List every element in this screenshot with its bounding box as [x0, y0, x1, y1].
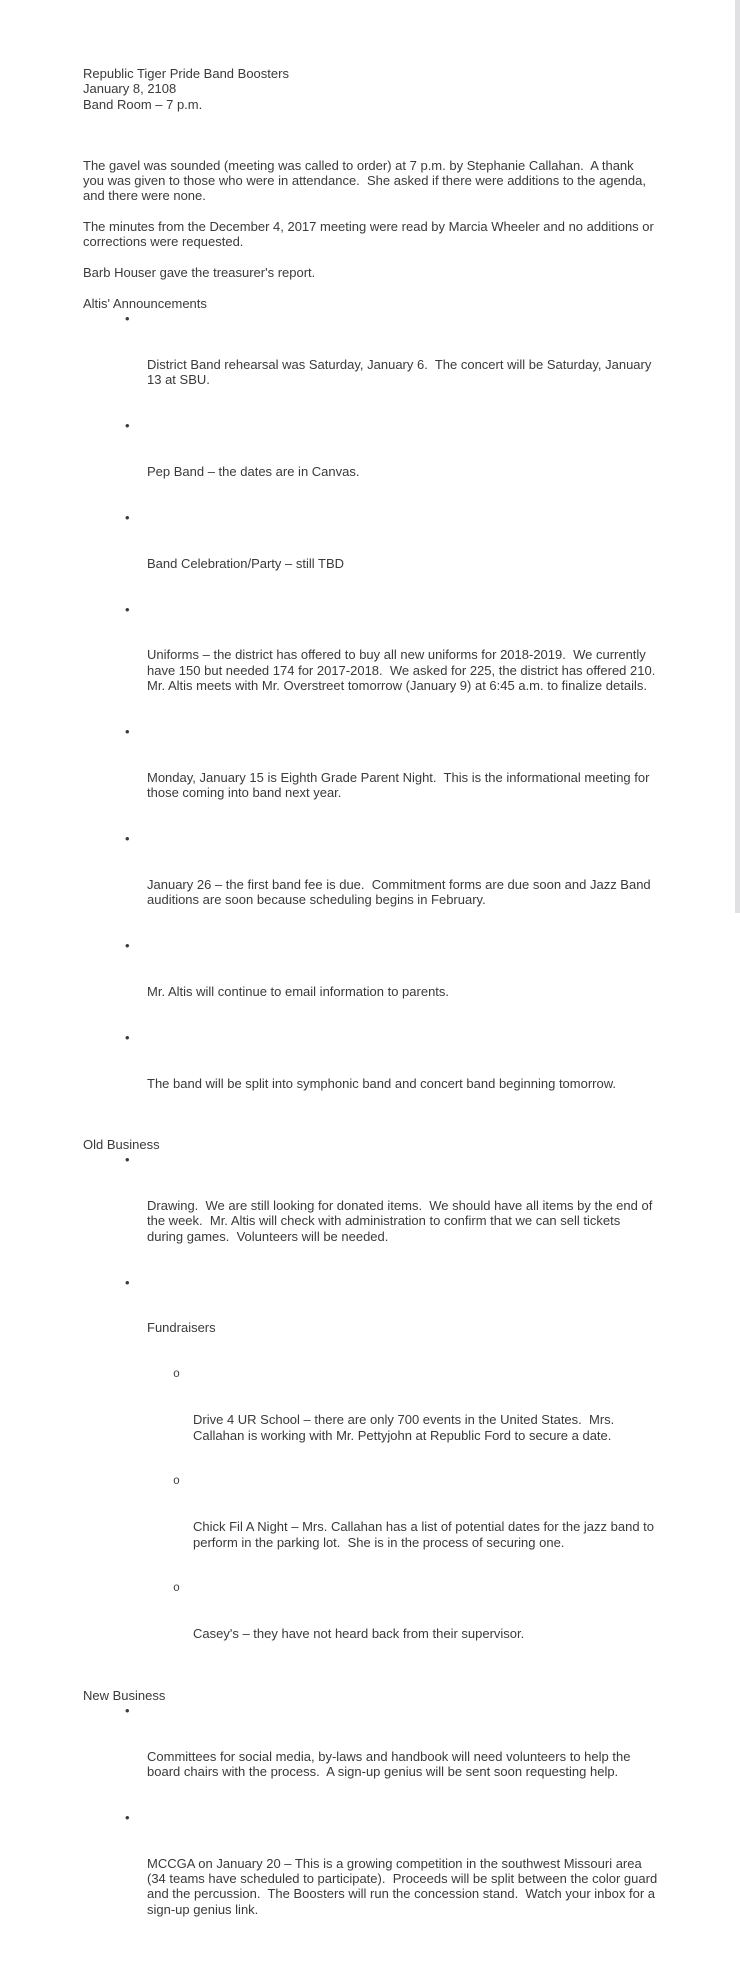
page-edge-strip [735, 0, 740, 913]
bullet-item [83, 1703, 658, 1810]
bullet-item-text: The band will be split into symphonic band and concert band beginning tomorrow. [147, 1075, 617, 1091]
doc-title-block [83, 66, 658, 112]
bullet-icon: • [125, 1152, 130, 1168]
bullet-item [83, 724, 658, 831]
bullet-item-text: District Band rehearsal was Saturday, January 6. The concert will be Saturday, January 13 at SBU. [147, 356, 655, 388]
section-new-business [83, 1687, 661, 1948]
bullet-item [83, 601, 663, 724]
bullet-item-text: Band Celebration/Party – still TBD [147, 555, 345, 571]
bullet-icon: • [125, 601, 130, 617]
bullet-item-text: Uniforms – the district has offered to buy all new uniforms for 2018-2019. We currently have 150 but needed 174 for 2017-2018. We asked for 225, the district has offered 210. Mr. Altis meets with Mr. Overstreet tomorrow (January 9) at 6:45 a.m. to finalize details. [147, 647, 663, 693]
bullet-icon: • [125, 1809, 130, 1825]
sub-bullet-icon: o [173, 1582, 180, 1595]
bullet-item-text: Committees for social media, by-laws and handbook will need volunteers to help the board chairs with the process. A sign-up genius will be sent soon requesting help. [147, 1748, 635, 1780]
section-heading: Old Business [83, 1136, 160, 1152]
doc-org-title: Republic Tiger Pride Band Boosters [83, 66, 289, 81]
bullet-item-text: Pep Band – the dates are in Canvas. [147, 463, 360, 479]
bullet-item [83, 311, 658, 418]
doc-location-time: Band Room – 7 p.m. [83, 96, 203, 112]
intro-paragraph-call-to-order: The gavel was sounded (meeting was called to order) at 7 p.m. by Stephanie Callahan. A thank you was given to those who were in attendance. She asked if there were additions to the agenda, and there were none. [83, 157, 650, 204]
bullet-item [83, 418, 658, 510]
sub-bullet-item [83, 1366, 658, 1473]
bullet-icon: • [125, 310, 130, 326]
bullet-item-text: Mr. Altis will continue to email information to parents. [147, 983, 450, 999]
bullet-icon: • [125, 938, 130, 954]
bullet-item-text: Monday, January 15 is Eighth Grade Parent Night. This is the informational meeting for those coming into band next year. [147, 769, 654, 801]
section-heading: Altis' Announcements [83, 295, 207, 311]
bullet-item-text: Fundraisers [147, 1320, 216, 1336]
bullet-item [83, 1152, 658, 1274]
bullet-item [83, 1275, 658, 1367]
document-content [83, 66, 663, 1963]
bullet-item-text: January 26 – the first band fee is due. Commitment forms are due soon and Jazz Band auditions are soon because scheduling begins in February. [147, 876, 655, 908]
bullet-icon: • [125, 723, 130, 739]
intro-paragraph-minutes: The minutes from the December 4, 2017 meeting were read by Marcia Wheeler and no additions or corrections were requested. [83, 219, 658, 250]
bullet-icon: • [125, 417, 130, 433]
section-heading: New Business [83, 1687, 166, 1703]
bullet-item-text: Drawing. We are still looking for donated items. We should have all items by the end of the week. Mr. Altis will check with administration to confirm that we can sell tickets during games. Volunteers will be needed. [147, 1198, 656, 1244]
bullet-icon: • [125, 1274, 130, 1290]
sub-bullet-icon: o [173, 1474, 180, 1488]
bullet-item [83, 831, 658, 938]
bullet-item-text: Drive 4 UR School – there are only 700 events in the United States. Mrs. Callahan is working with Mr. Pettyjohn at Republic Ford to secure a date. [193, 1412, 618, 1443]
bullet-item-text: MCCGA on January 20 – This is a growing competition in the southwest Missouri area (34 teams have scheduled to participate). Proceeds will be split between the color guard and the percussion. The Boosters will run the concession stand. Watch your inbox for a sign-up genius link. [147, 1855, 661, 1917]
bullet-icon: • [125, 1702, 130, 1718]
section-altis-announcements [83, 295, 663, 1122]
sub-bullet-icon: o [173, 1367, 180, 1381]
intro-paragraph-treasurer: Barb Houser gave the treasurer's report. [83, 264, 316, 280]
sub-bullet-item [83, 1473, 658, 1580]
bullet-item [83, 1030, 658, 1122]
section-old-business [83, 1137, 658, 1672]
bullet-icon: • [125, 509, 130, 525]
sub-bullet-item [83, 1581, 658, 1673]
bullet-icon: • [125, 830, 130, 846]
bullet-item [83, 938, 658, 1030]
doc-date: January 8, 2108 [83, 81, 177, 97]
bullet-item-text: Chick Fil A Night – Mrs. Callahan has a list of potential dates for the jazz band to perform in the parking lot. She is in the process of securing one. [193, 1519, 658, 1550]
bullet-icon: • [125, 1029, 130, 1045]
bullet-item-text: Casey's – they have not heard back from their supervisor. [193, 1626, 525, 1642]
bullet-item [83, 510, 658, 602]
bullet-item [83, 1809, 661, 1948]
